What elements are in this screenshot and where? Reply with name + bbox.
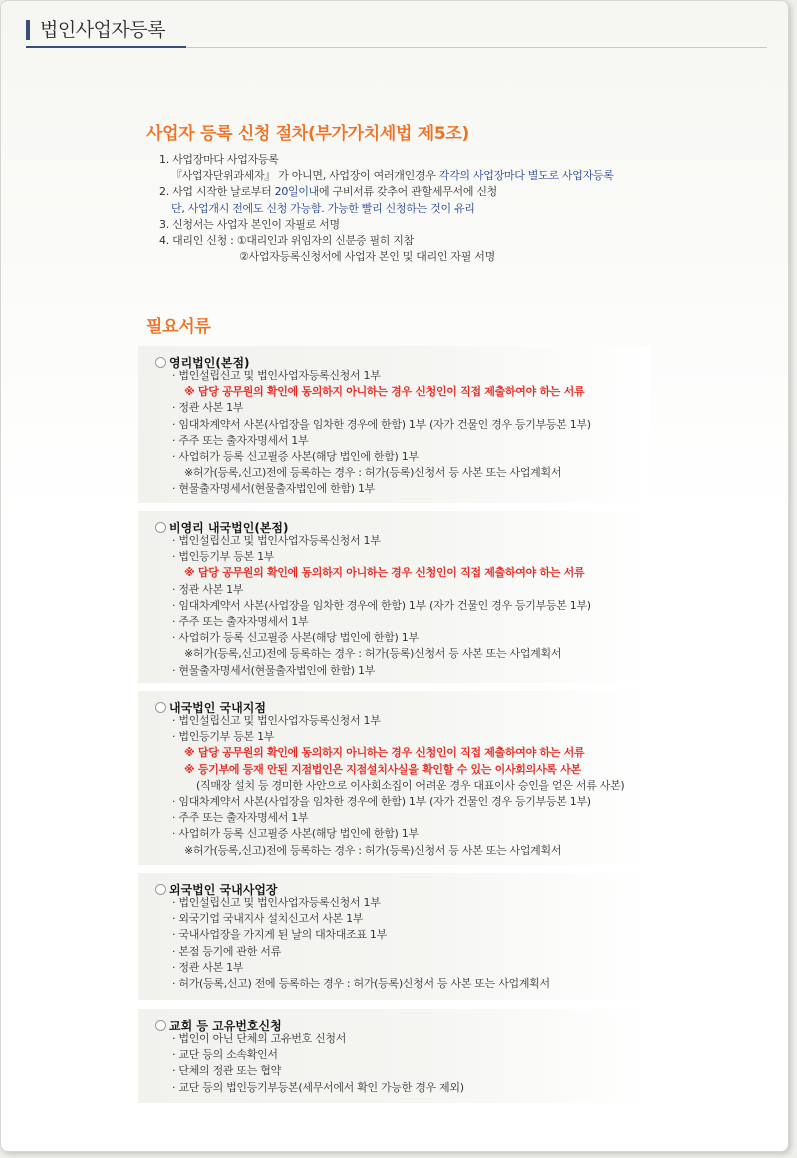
doc-group-title-text: 비영리 내국법인(본점) [169, 521, 289, 535]
doc-group [138, 873, 650, 1000]
doc-item: · 법인이 아닌 단체의 고유번호 신청서 [172, 1032, 347, 1045]
doc-item-list [172, 1031, 464, 1096]
page-title: 법인사업자등록 [40, 19, 165, 41]
doc-item-list [172, 713, 624, 859]
doc-item: (직매장 설치 등 경미한 사안으로 이사회소집이 어려운 경우 대표이사 승인을 얻은 서류 사본) [196, 778, 625, 792]
procedure-line [159, 217, 614, 233]
doc-item: · 사업허가 등록 신고필증 사본(해당 법인에 한함) 1부 [172, 449, 419, 463]
procedure-text: 각각의 사업장마다 별도로 사업자등록 [438, 169, 614, 183]
doc-item: ※허가(등록,신고)전에 등록하는 경우 : 허가(등록)신청서 등 사본 또는 사업계획서 [184, 843, 562, 857]
circle-bullet-icon [155, 357, 166, 368]
doc-item: · 주주 또는 출자자명세서 1부 [172, 811, 309, 825]
doc-item: · 임대차계약서 사본(사업장을 임차한 경우에 한함) 1부 (자가 건물인 경우 등기부등본 1부) [172, 794, 591, 808]
circle-bullet-icon [155, 702, 166, 713]
procedure-line [159, 201, 614, 217]
doc-item: · 정관 사본 1부 [172, 960, 244, 974]
doc-item: · 현물출자명세서(현물출자법인에 한함) 1부 [172, 663, 376, 677]
doc-item: · 현물출자명세서(현물출자법인에 한함) 1부 [172, 482, 376, 496]
procedure-text: ②사업자등록신청서에 사업자 본인 및 대리인 자필 서명 [239, 250, 495, 264]
circle-bullet-icon [155, 1020, 166, 1031]
procedure-text: 단, 사업개시 전에도 신청 가능함. 가능한 빨리 신청하는 것이 유리 [171, 201, 475, 215]
circle-bullet-icon [155, 884, 166, 895]
doc-item: · 교단 등의 소속확인서 [172, 1048, 278, 1062]
doc-group [138, 691, 650, 865]
doc-group [138, 1009, 650, 1103]
doc-item: · 사업허가 등록 신고필증 사본(해당 법인에 한함) 1부 [172, 827, 419, 841]
procedure-list [159, 152, 614, 265]
doc-item-list [172, 533, 591, 679]
doc-group-title-text: 내국법인 국내지점 [169, 701, 266, 715]
doc-item: ※ 담당 공무원의 확인에 동의하지 아니하는 경우 신청인이 직접 제출하여야 하는 서류 [184, 385, 585, 399]
title-marker [26, 20, 30, 40]
doc-item: · 외국기업 국내지사 설치신고서 사본 1부 [172, 912, 364, 926]
required-docs-heading: 필요서류 [146, 317, 211, 337]
doc-group-title-text: 교회 등 고유번호신청 [169, 1019, 282, 1033]
doc-item: · 정관 사본 1부 [172, 582, 244, 596]
doc-item: · 법인설립신고 및 법인사업자등록신청서 1부 [172, 896, 381, 909]
procedure-text: 2. 사업 시작한 날로부터 [159, 185, 275, 199]
procedure-text: 20일이내 [274, 185, 319, 199]
doc-item-list [172, 895, 550, 992]
doc-item: · 주주 또는 출자자명세서 1부 [172, 433, 309, 447]
procedure-text: 3. 신청서는 사업자 본인이 자필로 서명 [159, 217, 340, 231]
procedure-heading: 사업자 등록 신청 절차(부가가치세법 제5조) [146, 124, 470, 144]
doc-item: ※ 등기부에 등재 안된 지점법인은 지점설치사실을 확인할 수 있는 이사회의사록 사본 [184, 762, 581, 776]
doc-item-list [172, 368, 591, 498]
doc-item: · 단체의 정관 또는 협약 [172, 1064, 281, 1078]
procedure-text: 4. 대리인 신청 : ①대리인과 위임자의 신분증 필히 지참 [159, 233, 414, 247]
doc-item: ※허가(등록,신고)전에 등록하는 경우 : 허가(등록)신청서 등 사본 또는 사업계획서 [184, 647, 562, 661]
doc-item: ※ 담당 공무원의 확인에 동의하지 아니하는 경우 신청인이 직접 제출하여야 하는 서류 [184, 566, 585, 580]
title-underline-accent [26, 46, 186, 48]
doc-item: · 본점 등기에 관한 서류 [172, 944, 281, 958]
doc-item: · 법인등기부 등본 1부 [172, 730, 275, 744]
procedure-text: 『사업자단위과세자』 가 아니면, 사업장이 여러개인경우 [171, 169, 439, 183]
doc-item: · 임대차계약서 사본(사업장을 임차한 경우에 한함) 1부 (자가 건물인 경우 등기부등본 1부) [172, 598, 591, 612]
procedure-text: 에 구비서류 갖추어 관할세무서에 신청 [319, 185, 498, 199]
doc-group-title-text: 영리법인(본점) [169, 356, 250, 370]
doc-group [138, 346, 650, 503]
procedure-text: 1. 사업장마다 사업자등록 [159, 153, 279, 166]
doc-item: · 법인설립신고 및 법인사업자등록신청서 1부 [172, 714, 381, 727]
doc-item: · 교단 등의 법인등기부등본(세무서에서 확인 가능한 경우 제외) [172, 1080, 464, 1094]
procedure-line [159, 152, 614, 168]
doc-group [138, 511, 650, 683]
doc-group-title-text: 외국법인 국내사업장 [169, 883, 278, 897]
circle-bullet-icon [155, 522, 166, 533]
doc-item: · 법인설립신고 및 법인사업자등록신청서 1부 [172, 369, 381, 382]
doc-item: · 사업허가 등록 신고필증 사본(해당 법인에 한함) 1부 [172, 631, 419, 645]
doc-item: · 법인설립신고 및 법인사업자등록신청서 1부 [172, 534, 381, 547]
procedure-line [159, 233, 614, 249]
procedure-line [159, 249, 614, 265]
doc-item: · 법인등기부 등본 1부 [172, 550, 275, 564]
doc-item: · 허가(등록,신고) 전에 등록하는 경우 : 허가(등록)신청서 등 사본 또는 사업계획서 [172, 976, 550, 990]
procedure-line [159, 184, 614, 200]
procedure-line [159, 168, 614, 184]
doc-item: · 임대차계약서 사본(사업장을 임차한 경우에 한함) 1부 (자가 건물인 경우 등기부등본 1부) [172, 417, 591, 431]
doc-item: · 주주 또는 출자자명세서 1부 [172, 614, 309, 628]
doc-item: · 정관 사본 1부 [172, 401, 244, 415]
doc-item: · 국내사업장을 가지게 된 날의 대차대조표 1부 [172, 928, 387, 942]
doc-item: ※허가(등록,신고)전에 등록하는 경우 : 허가(등록)신청서 등 사본 또는 사업계획서 [184, 466, 562, 480]
doc-item: ※ 담당 공무원의 확인에 동의하지 아니하는 경우 신청인이 직접 제출하여야 하는 서류 [184, 746, 585, 760]
